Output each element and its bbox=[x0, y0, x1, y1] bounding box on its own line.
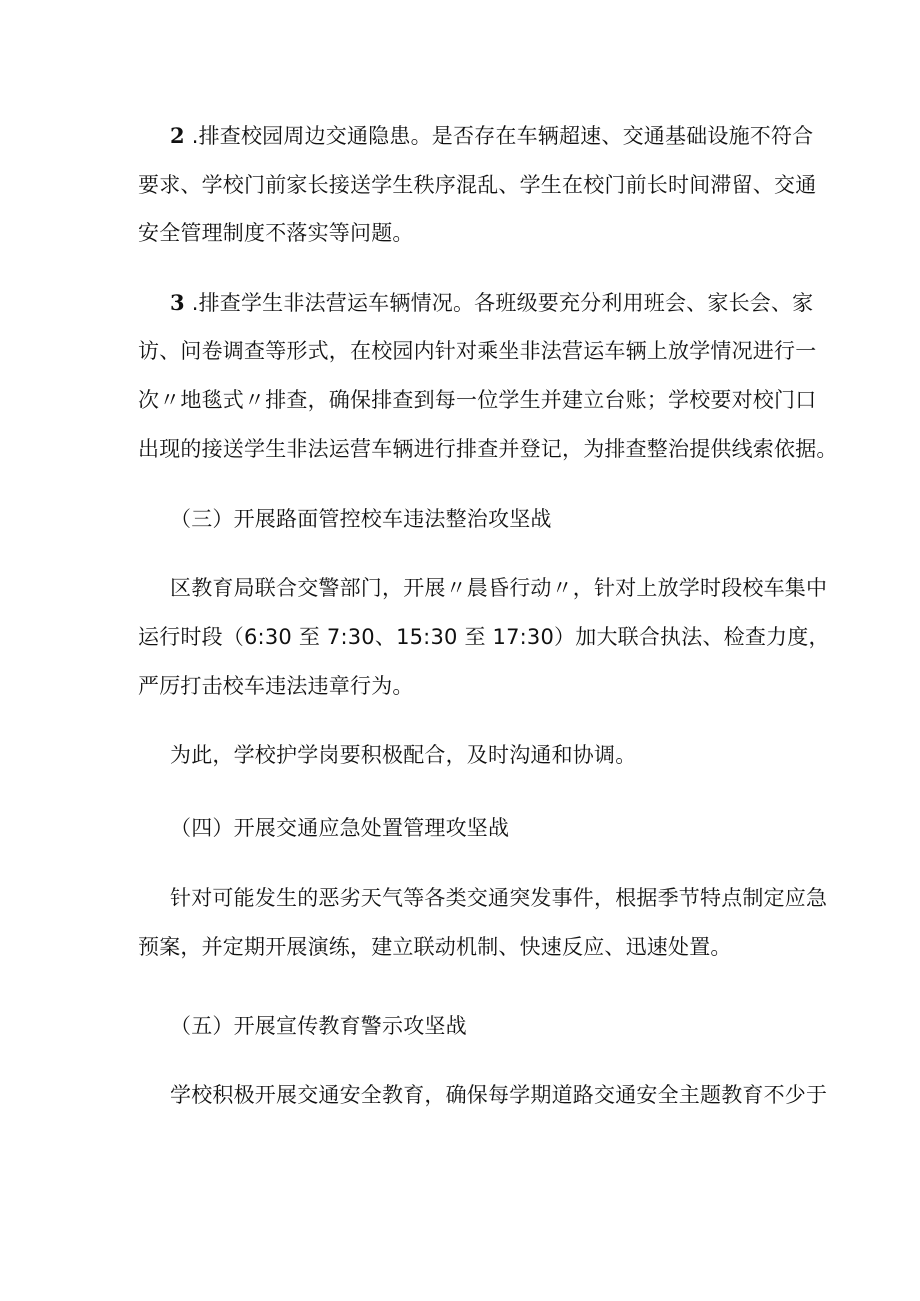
section-5-heading: （五）开展宣传教育警示攻坚战 bbox=[170, 1014, 467, 1038]
section-3-para-1-line-2: 运行时段（6:30 至 7:30、15:30 至 17:30）加大联合执法、检查力度， bbox=[138, 625, 830, 649]
section-3-para-1-line-1: 区教育局联合交警部门，开展〃晨昏行动〃，针对上放学时段校车集中 bbox=[170, 576, 828, 600]
item-3-line-2: 访、问卷调查等形式，在校园内针对乘坐非法营运车辆上放学情况进行一 bbox=[138, 339, 817, 363]
item-2-line-2: 要求、学校门前家长接送学生秩序混乱、学生在校门前长时间滞留、交通 bbox=[138, 173, 817, 197]
item-3-line-4: 出现的接送学生非法运营车辆进行排查并登记，为排查整治提供线索依据。 bbox=[138, 437, 838, 461]
section-4-heading: （四）开展交通应急处置管理攻坚战 bbox=[170, 816, 510, 840]
item-2-line-1 bbox=[170, 122, 813, 150]
section-5-para-1-line-1: 学校积极开展交通安全教育，确保每学期道路交通安全主题教育不少于 bbox=[170, 1083, 828, 1107]
item-3-line-3: 次〃地毯式〃排查，确保排查到每一位学生并建立台账；学校要对校门口 bbox=[138, 388, 817, 412]
section-4-para-1-line-1: 针对可能发生的恶劣天气等各类交通突发事件，根据季节特点制定应急 bbox=[170, 886, 828, 910]
section-4-para-1-line-2: 预案，并定期开展演练，建立联动机制、快速反应、迅速处置。 bbox=[138, 935, 732, 959]
item-2-text: .排查校园周边交通隐患。是否存在车辆超速、交通基础设施不符合 bbox=[191, 124, 814, 148]
section-3-para-1-line-3: 严厉打击校车违法违章行为。 bbox=[138, 674, 414, 698]
section-3-heading: （三）开展路面管控校车违法整治攻坚战 bbox=[170, 507, 552, 531]
item-3-text: .排查学生非法营运车辆情况。各班级要充分利用班会、家长会、家 bbox=[191, 291, 814, 315]
section-3-para-2-line-1: 为此，学校护学岗要积极配合，及时沟通和协调。 bbox=[170, 743, 637, 767]
item-2-number: 2 bbox=[170, 123, 185, 148]
item-2-line-3: 安全管理制度不落实等问题。 bbox=[138, 221, 414, 245]
item-3-number: 3 bbox=[170, 290, 185, 315]
item-3-line-1 bbox=[170, 289, 813, 317]
